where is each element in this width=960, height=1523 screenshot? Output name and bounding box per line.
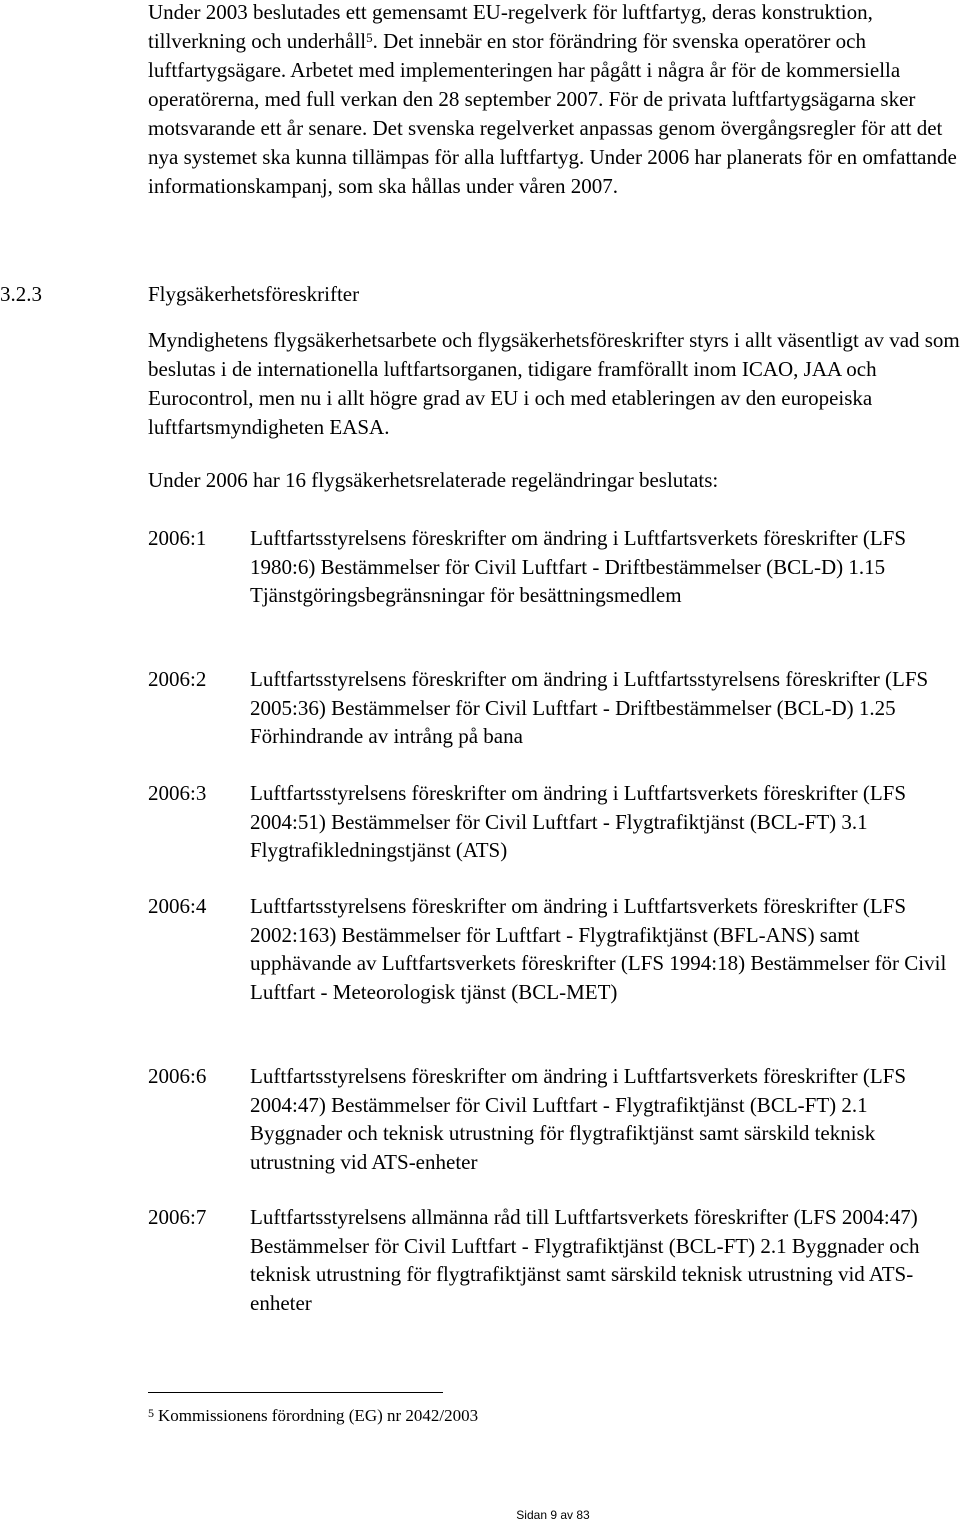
regulation-code: 2006:3 <box>148 781 207 805</box>
section-title: Flygsäkerhetsföreskrifter <box>148 282 360 306</box>
regulation-text: Luftfartsstyrelsens föreskrifter om ändring i Luftfartsverkets föreskrifter (LFS 2004:47) Bestämmelser för Civil Luftfart - Flygtrafiktjänst (BCL-FT) 2.1 Byggnader och teknisk utrustning för flygtrafiktjänst samt särskild teknisk utrustning vid ATS-enheter <box>250 1064 907 1174</box>
regulation-text: Luftfartsstyrelsens allmänna råd till Luftfartsverkets föreskrifter (LFS 2004:47) Bestämmelser för Civil Luftfart - Flygtrafiktjänst (BCL-FT) 2.1 Byggnader och teknisk utrustning för flygtrafiktjänst samt särskild teknisk utrustning vid ATS-enheter <box>250 1205 920 1315</box>
regulation-text: Luftfartsstyrelsens föreskrifter om ändring i Luftfartsverkets föreskrifter (LFS 2002:163) Bestämmelser för Luftfart - Flygtrafiktjänst (BFL-ANS) samt upphävande av Luftfartsverkets föreskrifter (LFS 1994:18) Bestämmelser för Civil Luftfart - Meteorologisk tjänst (BCL-MET) <box>250 894 947 1004</box>
regulation-code: 2006:1 <box>148 526 207 550</box>
section-number: 3.2.3 <box>0 282 42 306</box>
footnote-reference: 5 <box>366 30 373 45</box>
section-paragraph: Myndighetens flygsäkerhetsarbete och flygsäkerhetsföreskrifter styrs i allt väsentligt av vad som beslutas i de internationella luftfartsorganen, tidigare framförallt inom ICAO, JAA och Eurocontrol, men nu i allt högre grad av EU i och med etableringen av den europeiska luftfartsmyndigheten EASA. <box>148 328 960 439</box>
regulation-code: 2006:2 <box>148 667 207 691</box>
section-lead: Under 2006 har 16 flygsäkerhetsrelaterade regeländringar beslutats: <box>148 468 719 492</box>
footnote-divider <box>148 1392 443 1393</box>
page-number: Sidan 9 av 83 <box>516 1508 590 1522</box>
footnote-text: Kommissionens förordning (EG) nr 2042/2003 <box>158 1406 479 1425</box>
footnote <box>148 1404 478 1428</box>
regulation-code: 2006:7 <box>148 1205 207 1229</box>
regulation-code: 2006:6 <box>148 1064 207 1088</box>
regulation-text: Luftfartsstyrelsens föreskrifter om ändring i Luftfartsstyrelsens föreskrifter (LFS 2005:36) Bestämmelser för Civil Luftfart - Driftbestämmelser (BCL-D) 1.25 Förhindrande av intrång på bana <box>250 667 929 748</box>
intro-text-part1: Under 2003 beslutades ett gemensamt EU-regelverk för luftfartyg, deras konstruktion, tillverkning och underhåll <box>148 0 873 53</box>
intro-paragraph <box>148 0 960 201</box>
regulation-text: Luftfartsstyrelsens föreskrifter om ändring i Luftfartsverkets föreskrifter (LFS 1980:6) Bestämmelser för Civil Luftfart - Driftbestämmelser (BCL-D) 1.15 Tjänstgöringsbegränsningar för besättningsmedlem <box>250 526 907 607</box>
footnote-mark: 5 <box>148 1406 154 1420</box>
regulation-text: Luftfartsstyrelsens föreskrifter om ändring i Luftfartsverkets föreskrifter (LFS 2004:51) Bestämmelser för Civil Luftfart - Flygtrafiktjänst (BCL-FT) 3.1 Flygtrafikledningstjänst (ATS) <box>250 781 907 862</box>
regulation-code: 2006:4 <box>148 894 207 918</box>
intro-text-part2: . Det innebär en stor förändring för svenska operatörer och luftfartygsägare. Arbetet med implementeringen har pågått i några år för de kommersiella operatörerna, med full verkan den 28 september 2007. För de privata luftfartygsägarna sker motsvarande ett år senare. Det svenska regelverket anpassas genom övergångsregler för att det nya systemet ska kunna tillämpas för alla luftfartyg. Under 2006 har planerats för en omfattande informationskampanj, som ska hållas under våren 2007. <box>148 29 957 198</box>
section-heading <box>0 280 960 309</box>
